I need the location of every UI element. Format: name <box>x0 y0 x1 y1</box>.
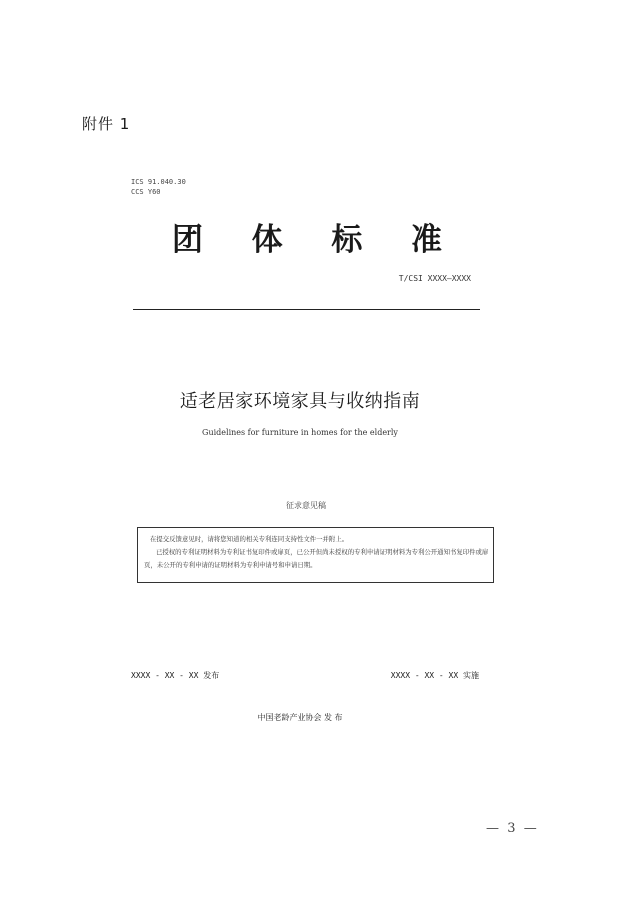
doc-type-char: 体 <box>251 222 283 258</box>
classification-codes <box>131 177 186 197</box>
doc-type-char: 标 <box>331 222 363 258</box>
document-number: T/CSI XXXX—XXXX <box>398 274 471 283</box>
notice-line: 在提交反馈意见时，请将您知道的相关专利连同支持性文件一并附上。 <box>150 535 349 543</box>
doc-type-char: 准 <box>410 222 442 258</box>
draft-status-label: 征求意见稿 <box>286 501 326 510</box>
document-title-cn: 适老居家环境家具与收纳指南 <box>179 391 421 412</box>
publish-date: XXXX - XX - XX 发布 <box>131 671 220 680</box>
ccs-code: CCS Y60 <box>131 188 161 196</box>
document-type-heading <box>172 222 442 258</box>
publisher: 中国老龄产业协会 发 布 <box>257 713 343 722</box>
implementation-date: XXXX - XX - XX 实施 <box>390 671 479 680</box>
patent-notice-box <box>137 527 494 583</box>
notice-body: 已授权的专利证明材料为专利证书复印件或扉页，已公开但尚未授权的专利申请证明材料为专利公开通知书复印件或扉页，未公开的专利申请的证明材料为专利申请号和申请日期。 <box>144 548 489 569</box>
doc-type-char: 团 <box>172 222 203 258</box>
attachment-label: 附件 1 <box>82 115 131 133</box>
ics-code: ICS 91.040.30 <box>131 178 186 186</box>
document-title-en: Guidelines for furniture in homes for the elderly <box>202 428 398 437</box>
header-divider <box>133 309 480 310</box>
page-number: — 3 — <box>486 821 537 836</box>
